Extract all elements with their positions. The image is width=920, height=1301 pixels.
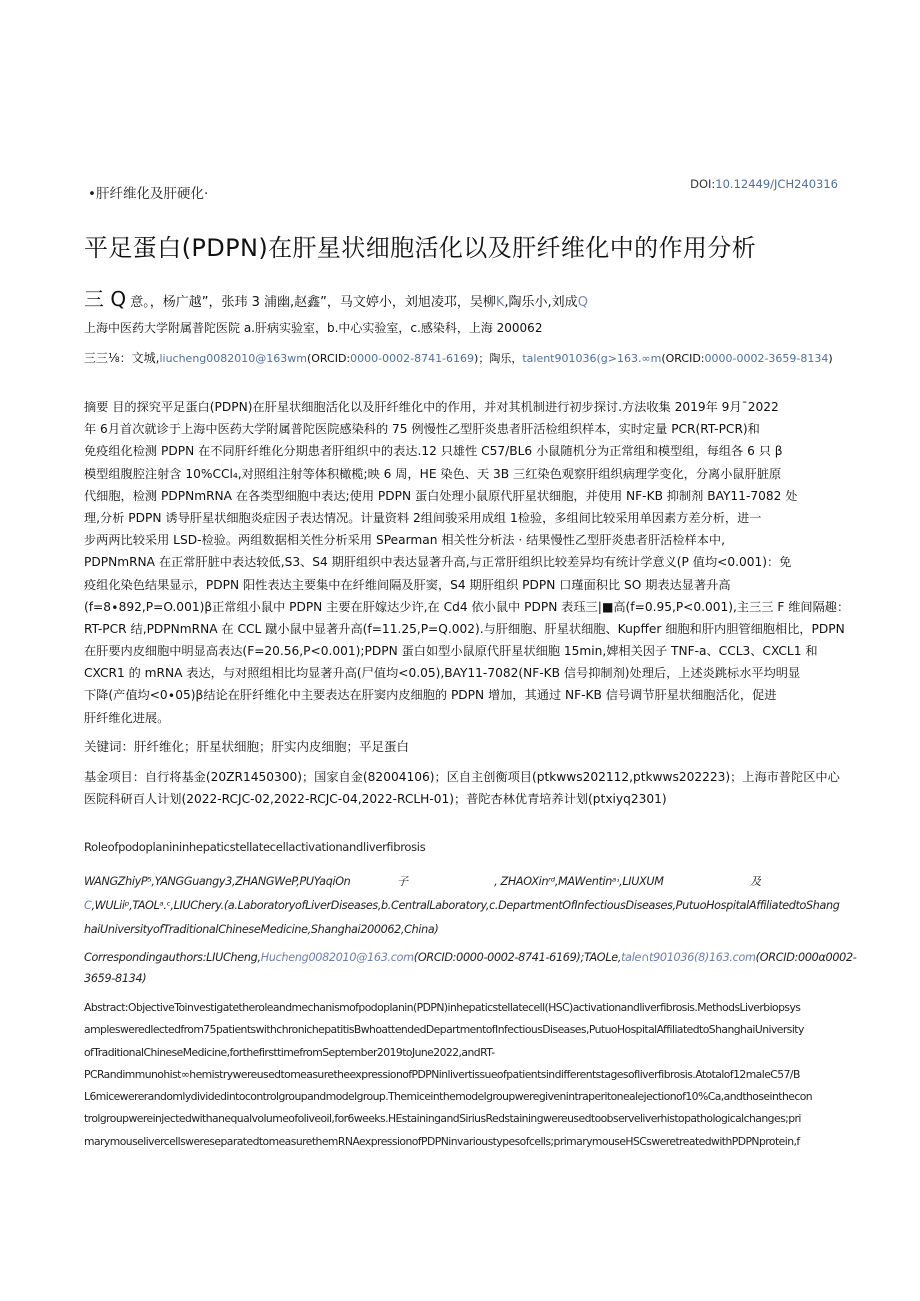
author-mark-k: K [495, 295, 505, 310]
funding-line: 医院科研百人计划(2022-RCJC-02,2022-RCJC-04,2022-RCLH-01)；普陀杏林优青培养计划(ptxiyq2301) [84, 792, 667, 806]
abstract-cn-line: 理,分析 PDPN 诱导肝星状细胞炎症因子表达情况。计量资料 2组间骏采用成组 1检验，多组间比较采用单因素方差分析，进一 [84, 510, 762, 525]
corr-email-1[interactable]: liucheng0082010@163wm [159, 352, 307, 365]
abstract-cn-line: 摘要 目的探究平足蛋白(PDPN)在肝星状细胞活化以及肝纤维化中的作用，并对其机制进行初步探讨.方法收集 2019年 9月ˉ2022 [84, 400, 779, 414]
orcid-link-1[interactable]: 0000-0002-8741-6169 [350, 352, 475, 365]
abstract-cn-line: 年 6月首次就诊于上海中医药大学附属普陀医院感染科的 75 例慢性乙型肝炎患者肝活检组织样本，实时定量 PCR(RT-PCR)和 [84, 422, 760, 437]
author-lead-glyphs: 三 Q [84, 287, 127, 311]
english-abstract-line: PCRandimmunohist∞hemistrywereusedtomeasuretheexpressionofPDPNinlivertissueofpatientsindifferentstagesofliverfibrosis.Atotalof12maleC57/B [84, 1067, 800, 1081]
abstract-cn-line: RT-PCR 结,PDPNmRNA 在 CCL 蹴小鼠中显著升高(f=11.25,P=Q.002).与肝细胞、肝星状细胞、Kupffer 细胞和肝内胆管细胞相比，PDPN [84, 621, 845, 636]
abstract-cn [84, 396, 850, 729]
en-author-names-b: , ZHAOXinʳᵈ,MAWentinᵃ˒,LIUXUM [494, 875, 664, 888]
abstract-cn-line: 模型组腹腔注射含 10%CCl₄,对照组注射等体积橄榄;映 6 周，HE 染色、天 3B 三红染色观察肝组织病理学变化，分离小鼠肝脏原 [84, 466, 782, 481]
keywords: 关键词：肝纤维化；肝星状细胞；肝实内皮细胞；平足蛋白 [84, 739, 410, 754]
abstract-cn-line: 代细胞，检测 PDPNmRNA 在各类型细胞中表达;使用 PDPN 蛋白处理小鼠原代肝星状细胞，并使用 NF-KB 抑制剂 BAY11-7082 处 [84, 488, 798, 503]
english-abstract-line: trolgroupwereinjectedwithanequalvolumeofoliveoil,for6weeks.HEstainingandSiriusRedstainingwereusedtoobserveliverhistopathologicalchanges;pri [84, 1112, 801, 1126]
en-corr-label: Correspondingauthors:LIUCheng, [84, 951, 261, 964]
abstract-cn-line: PDPNmRNA 在正常肝脏中表达较低,S3、S4 期肝组织中表达显著升高,与正常肝组织比较差异均有统计学意义(P 值均<0.001)：免 [84, 555, 792, 570]
en-author-names-a: WANGZhiyP⁵,YANGGuangy3,ZHANGWeP,PUYaqiOn [84, 875, 351, 888]
column-tag: •肝纤维化及肝硬化· [88, 186, 209, 202]
abstract-cn-line: (f=8∙892,P=O.001)β正常组小鼠中 PDPN 主要在肝嫁达少许,在 Cd4 依小鼠中 PDPN 表珏三|■高(f=0.95,P<0.001),主三三 F 维间隔趣： [84, 599, 850, 614]
funding [84, 766, 840, 810]
english-abstract-line: Abstract:ObjectiveToinvestigatetheroleandmechanismofpodoplanin(PDPN)inhepaticstellatecell(HSC)activationandliverfibrosis.MethodsLiverbiopsys [84, 1001, 801, 1014]
corresponding-authors-cn [84, 349, 833, 366]
english-title: Roleofpodoplanininhepaticstellatecellactivationandliverfibrosis [84, 840, 426, 854]
author-mark-q: Q [577, 295, 588, 310]
abstract-cn-line: 下降(产值均<0∙05)β结论在肝纤维化中主要表达在肝窦内皮细胞的 PDPN 增加，其通过 NF-KB 信号调节肝星状细胞活化，促进 [84, 688, 777, 703]
abstract-cn-line: 疫组化染色结果显示，PDPN 阳性表达主要集中在纤维间隔及肝窦，S4 期肝组织 PDPN 口瑾面积比 SO 期表达显著升高 [84, 577, 731, 592]
funding-line: 基金项目：自行将基金(20ZR1450300)；国家自金(82004106)；区自主创衡项目(ptkwws202112,ptkwws202223)；上海市普陀区中心 [84, 770, 840, 784]
doi-link[interactable]: 10.12449/JCH240316 [715, 177, 838, 191]
abstract-cn-line: 免疫组化检测 PDPN 在不同肝纤维化分期患者肝组织中的表达.12 只雄性 C57/BL6 小鼠随机分为正常组和模型组，每组各 6 只 β [84, 444, 783, 459]
english-authors-line: haiUniversityofTraditionalChineseMedicine,Shanghai200062,China) [84, 923, 439, 936]
en-corr-orcid-2a: (ORCID:000α0002- [755, 951, 857, 964]
english-abstract-line: ofTraditionalChineseMedicine,forthefirsttimefromSeptember2019toJune2022,andRT- [84, 1045, 495, 1059]
en-author-mark-c: C [84, 899, 92, 912]
english-abstract-line: marymouselivercellswereseparatedtomeasurethemRNAexpressionofPDPNinvarioustypesofcells;primarymouseHSCsweretreatedwithPDPNprotein,f [84, 1134, 800, 1148]
corr-email-2[interactable]: talent901036(g>163.∞m [522, 352, 662, 365]
author-names: 意。，杨广越”，张玮 3 浦幽,赵鑫”，马文婷小，刘旭凌邛，吴柳 [130, 295, 496, 310]
author-names-tail: ,陶乐小,刘成 [504, 295, 578, 310]
en-author-glyph-2: 及 [749, 875, 761, 888]
english-corresponding [84, 947, 857, 989]
orcid-suffix-2: ) [828, 352, 833, 365]
en-affiliation: ,WULiiᵖ,TAOLᵃ.ᶜ,LIUChery.(a.LaboratoryofLiverDiseases,b.CentralLaboratory,c.DepartmentOfInfectiousDiseases,PutuoHospitalAffiliatedtoShang [91, 899, 840, 912]
en-author-glyph-1: 子 [396, 875, 408, 888]
corr-label: 三三⅛：文城, [84, 351, 160, 365]
english-abstract-line: L6micewererandomlydividedintocontrolgroupandmodelgroup.Themiceinthemodelgroupweregivenintraperitonealejectionof10%Ca,andthoseinthecon [84, 1090, 813, 1104]
english-abstract-line: amplesweredlectedfrom75patientswithchronichepatitisBwhoattendedDepartmentofInfectiousDiseases,PutuoHospitalAffiliatedtoShanghaiUniversity [84, 1023, 804, 1037]
orcid-prefix-2: (ORCID: [661, 352, 705, 365]
english-corr-line: 3659-8134) [84, 972, 147, 985]
en-corr-orcid-1: (ORCID:0000-0002-8741-6169);TAOLe, [413, 951, 622, 964]
orcid-suffix-1: )；陶乐， [474, 352, 523, 365]
author-list [84, 283, 588, 312]
en-corr-email-2[interactable]: tale∩t901036(8)163.com [621, 951, 756, 964]
english-authors [84, 870, 840, 942]
abstract-cn-line: CXCR1 的 mRNA 表达，与对照组相比均显著升高(尸值均<0.05),BAY11-7082(NF-KB 信号抑制剂)处理后，上述炎跳标水平均明显 [84, 666, 801, 681]
english-abstract [84, 997, 840, 1153]
en-corr-email-1[interactable]: Hucheng0082010@163.com [260, 951, 414, 964]
doi [690, 177, 838, 191]
affiliation: 上海中医药大学附属普陀医院 a.肝病实验室，b.中心实验室，c.感染科，上海 200062 [84, 321, 543, 335]
abstract-cn-line: 肝纤维化进展。 [84, 710, 170, 725]
article-title: 平足蛋白(PDPN)在肝星状细胞活化以及肝纤维化中的作用分析 [84, 234, 757, 262]
english-corr-line [84, 947, 857, 968]
doi-label: DOI: [690, 177, 716, 191]
english-authors-line [84, 870, 840, 894]
orcid-link-2[interactable]: 0000-0002-3659-8134 [704, 352, 829, 365]
orcid-prefix-1: (ORCID: [306, 352, 351, 365]
abstract-cn-line: 在肝要内皮细胞中明显高表达(F=20.56,P<0.001);PDPN 蛋白如型小鼠原代肝星状细胞 15min,婢相关因子 TNF-a、CCL3、CXCL1 和 [84, 644, 818, 659]
english-authors-line [84, 894, 840, 918]
abstract-cn-line: 步两两比较采用 LSD-检验。两组数据相关性分析采用 SPearman 相关性分析法 · 结果慢性乙型肝炎患者肝活检样本中, [84, 533, 725, 548]
